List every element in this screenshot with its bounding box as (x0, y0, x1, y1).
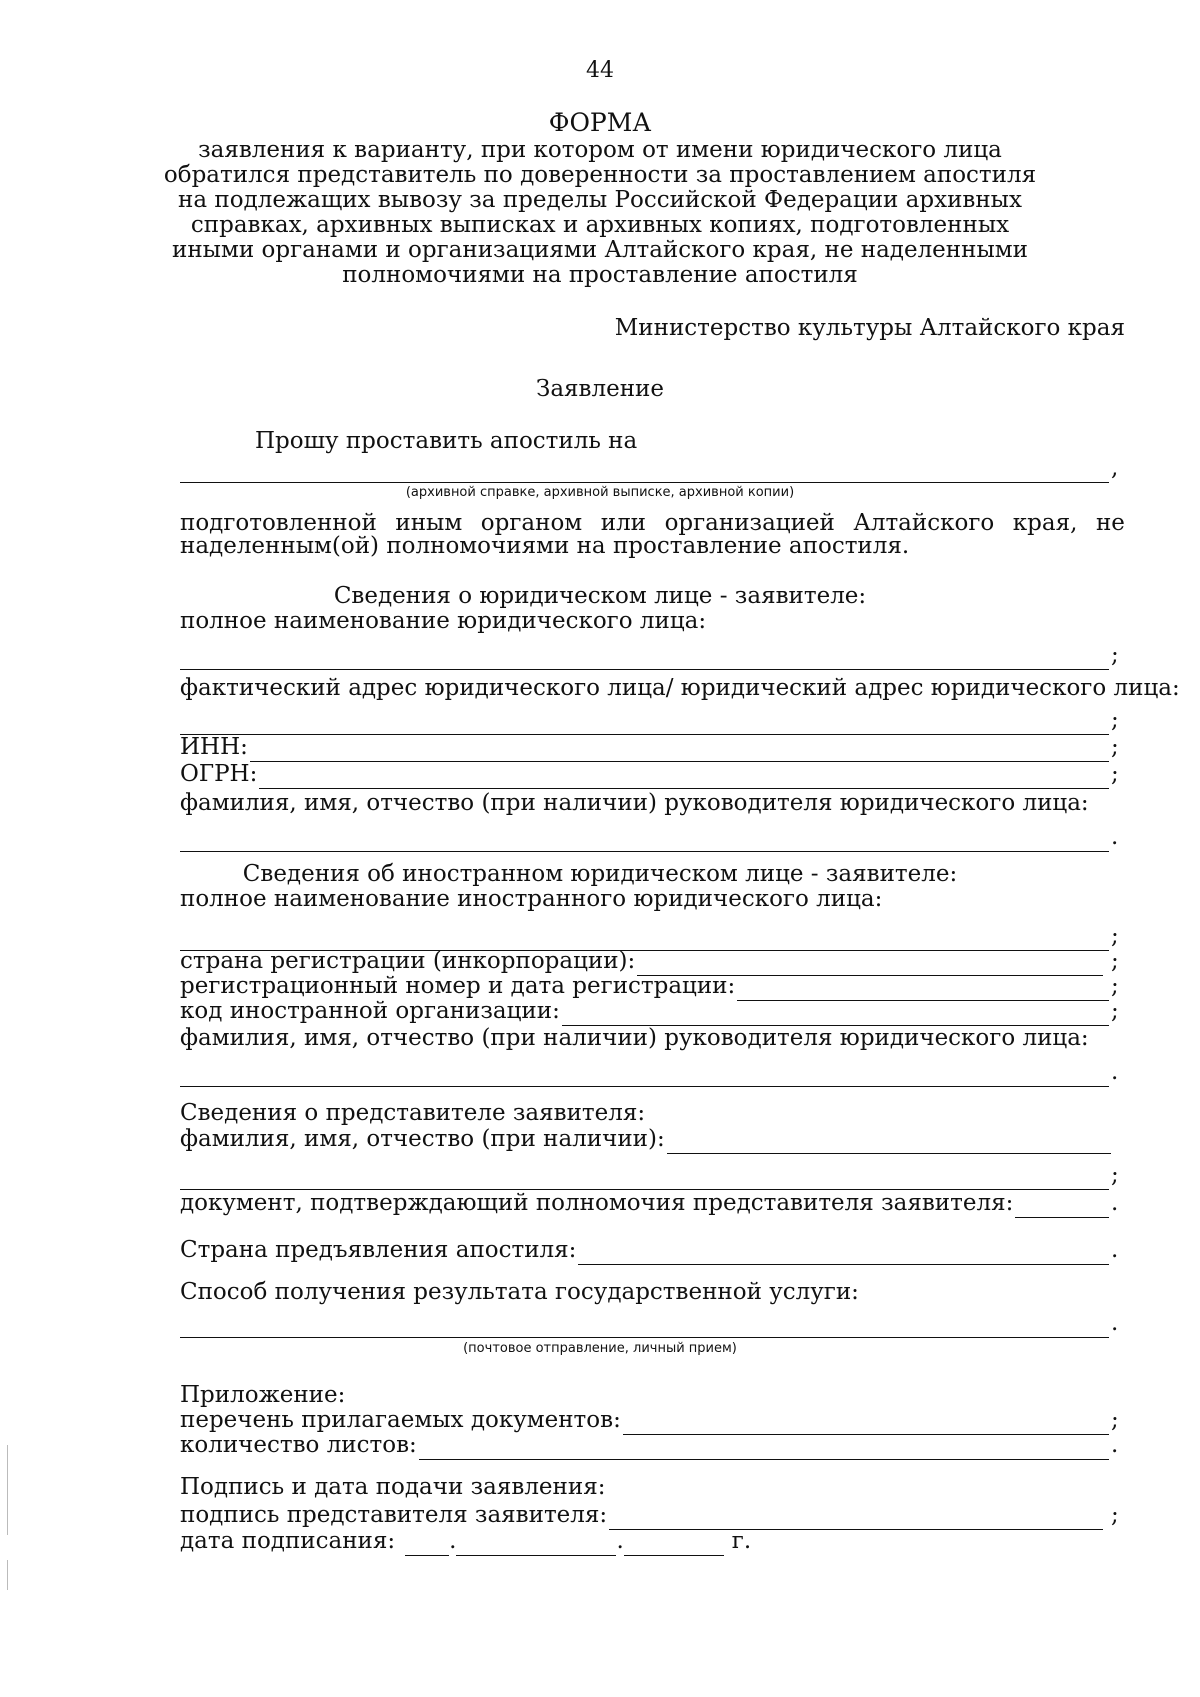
date-year-blank[interactable] (624, 1535, 724, 1556)
request-word: Алтайского (853, 510, 995, 536)
inn-field[interactable] (180, 732, 1125, 762)
representative-document-label: документ, подтверждающий полномочия представителя заявителя: (180, 1190, 1014, 1216)
request-word: иным (395, 510, 463, 536)
period: . (1111, 1190, 1119, 1216)
attachment-heading: Приложение: (180, 1382, 346, 1408)
request-text: Прошу проставить апостиль на (255, 428, 638, 454)
signature-label: подпись представителя заявителя: (180, 1502, 608, 1528)
org-code-label: код иностранной организации: (180, 998, 560, 1024)
period: . (1111, 1310, 1119, 1336)
year-suffix: г. (731, 1528, 752, 1554)
org-code-field[interactable] (180, 996, 1125, 1026)
request-word: края, (1012, 510, 1078, 536)
date-day-blank[interactable] (405, 1535, 449, 1556)
representative-heading: Сведения о представителе заявителя: (180, 1100, 646, 1126)
legal-address-label: фактический адрес юридического лица/ юридический адрес юридического лица: (180, 675, 1180, 701)
scan-edge-mark (7, 1445, 8, 1535)
ogrn-label: ОГРН: (180, 761, 258, 787)
legal-full-name-field[interactable] (180, 640, 1125, 670)
semicolon: ; (1111, 707, 1119, 733)
semicolon: ; (1111, 1502, 1119, 1528)
semicolon: ; (1111, 642, 1119, 668)
result-method-label: Способ получения результата государственной услуги: (180, 1279, 859, 1305)
inn-label: ИНН: (180, 734, 248, 760)
request-word: подготовленной (180, 510, 377, 536)
request-word: или (600, 510, 647, 536)
request-word: организацией (664, 510, 835, 536)
sheets-count-label: количество листов: (180, 1432, 417, 1458)
date-month-blank[interactable] (456, 1535, 616, 1556)
result-method-hint: (почтовое отправление, личный прием) (463, 1341, 737, 1356)
signing-date-field[interactable] (180, 1526, 1125, 1556)
semicolon: ; (1111, 948, 1119, 974)
form-subtitle-line: обратился представитель по доверенности за проставлением апостиля (163, 162, 1037, 188)
semicolon: ; (1111, 761, 1119, 787)
form-subtitle-line: полномочиями на проставление апостиля (342, 262, 858, 288)
date-separator: . (449, 1528, 457, 1554)
representative-name-field-2[interactable] (180, 1160, 1125, 1190)
form-title: ФОРМА (548, 108, 652, 137)
comma: , (1111, 455, 1119, 481)
representative-name-label: фамилия, имя, отчество (при наличии): (180, 1126, 665, 1152)
semicolon: ; (1111, 1407, 1119, 1433)
sheets-count-field[interactable] (180, 1430, 1125, 1460)
scan-edge-mark (7, 1560, 8, 1590)
form-subtitle-line: заявления к варианту, при котором от имени юридического лица (198, 137, 1002, 163)
period: . (1111, 824, 1119, 850)
legal-head-name-label: фамилия, имя, отчество (при наличии) руководителя юридического лица: (180, 790, 1089, 816)
result-method-field[interactable] (180, 1308, 1125, 1338)
semicolon: ; (1111, 734, 1119, 760)
legal-address-field[interactable] (180, 705, 1125, 735)
semicolon: ; (1111, 998, 1119, 1024)
addressee: Министерство культуры Алтайского края (614, 315, 1125, 341)
page-number: 44 (586, 58, 614, 83)
period: . (1111, 1059, 1119, 1085)
form-subtitle-line: справках, архивных выписках и архивных копиях, подготовленных (190, 212, 1010, 238)
semicolon: ; (1111, 973, 1119, 999)
form-subtitle-line: на подлежащих вывозу за пределы Российской Федерации архивных (178, 187, 1022, 213)
representative-name-field[interactable] (180, 1124, 1125, 1154)
legal-entity-heading: Сведения о юридическом лице - заявителе: (333, 583, 867, 609)
reg-number-label: регистрационный номер и дата регистрации: (180, 973, 736, 999)
attachment-list-label: перечень прилагаемых документов: (180, 1407, 621, 1433)
apostille-country-label: Страна предъявления апостиля: (180, 1237, 577, 1263)
period: . (1111, 1432, 1119, 1458)
country-registration-label: страна регистрации (инкорпорации): (180, 948, 636, 974)
foreign-full-name-label: полное наименование иностранного юридического лица: (180, 886, 883, 912)
legal-full-name-label: полное наименование юридического лица: (180, 608, 707, 634)
request-word: не (1095, 510, 1125, 536)
semicolon: ; (1111, 1162, 1119, 1188)
representative-document-field[interactable] (180, 1188, 1125, 1218)
request-word: органом (480, 510, 583, 536)
foreign-head-name-field[interactable] (180, 1057, 1125, 1087)
form-subtitle-line: иными органами и организациями Алтайского края, не наделенными (172, 237, 1028, 263)
document-title: Заявление (536, 376, 664, 402)
request-line-2: наделенным(ой) полномочиями на проставление апостиля. (180, 533, 910, 559)
legal-head-name-field[interactable] (180, 822, 1125, 852)
foreign-head-name-label: фамилия, имя, отчество (при наличии) руководителя юридического лица: (180, 1025, 1089, 1051)
foreign-entity-heading: Сведения об иностранном юридическом лице - заявителе: (242, 861, 958, 887)
signing-date-label: дата подписания: (180, 1528, 396, 1554)
signature-heading: Подпись и дата подачи заявления: (180, 1474, 606, 1500)
date-separator: . (616, 1528, 624, 1554)
request-document-field[interactable] (180, 453, 1125, 483)
request-field-hint: (архивной справке, архивной выписке, архивной копии) (405, 485, 795, 500)
period: . (1111, 1237, 1119, 1263)
apostille-country-field[interactable] (180, 1235, 1125, 1265)
semicolon: ; (1111, 923, 1119, 949)
ogrn-field[interactable] (180, 759, 1125, 789)
